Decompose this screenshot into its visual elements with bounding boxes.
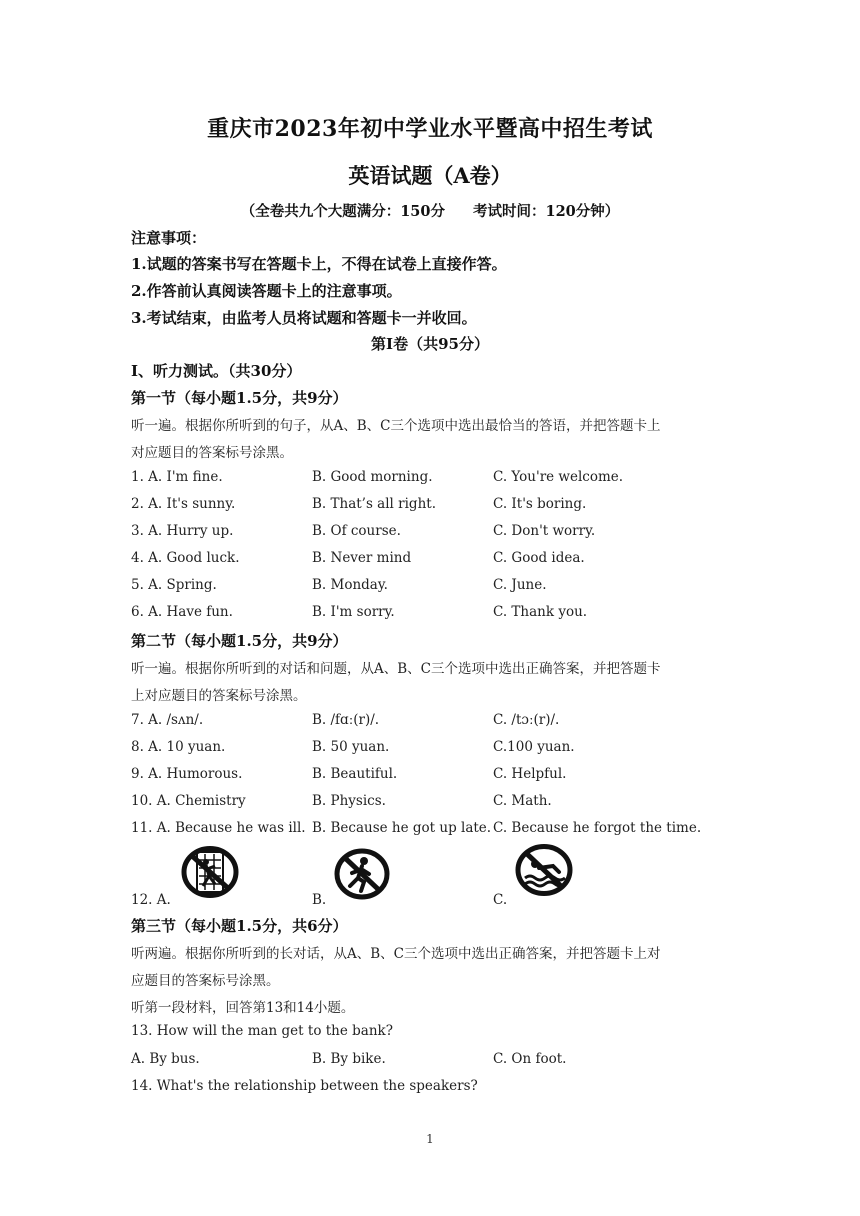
section-instruction: 听一遍。根据你所听到的对话和问题，从A、B、C三个选项中选出正确答案，并把答题卡 [131,661,661,677]
material-instruction: 听第一段材料，回答第13和14小题。 [131,1000,355,1016]
page-number: 1 [426,1132,434,1146]
question-option-b: B. Beautiful. [312,766,398,782]
exam-info [0,200,860,221]
question-option-b: B. That’s all right. [312,496,436,512]
question-option-a: 5. A. Spring. [131,577,217,593]
question-text: 14. What's the relationship between the speakers? [131,1078,478,1094]
question-option-b: B. Monday. [312,577,388,593]
question-option-a: 4. A. Good luck. [131,550,240,566]
section-title: 第三节（每小题1.5分，共6分） [131,917,348,935]
exam-info-time: 考试时间：120分钟） [473,203,620,220]
question-option-a: 2. A. It's sunny. [131,496,236,512]
question-option-c: C. Helpful. [493,766,567,782]
question-option-c: C. Math. [493,793,552,809]
section-instruction: 听两遍。根据你所听到的长对话，从A、B、C三个选项中选出正确答案，并把答题卡上对 [131,946,661,962]
question-option-b: B. Because he got up late. [312,820,492,836]
section-title: 第一节（每小题1.5分，共9分） [131,389,348,407]
question-option-b: B. Never mind [312,550,412,566]
question-option-b: B. /fɑː(r)/. [312,712,380,728]
section-title: 第二节（每小题1.5分，共9分） [131,632,348,650]
question-option-a: 11. A. Because he was ill. [131,820,306,836]
question-option-a: 9. A. Humorous. [131,766,243,782]
question-option-c: C. Because he forgot the time. [493,820,702,836]
question-option-b: B. [312,892,327,908]
section-instruction: 对应题目的答案标号涂黑。 [131,445,293,461]
exam-info-score: （全卷共九个大题满分：150分 [240,203,445,220]
volume-title: 第Ⅰ卷（共95分） [371,335,489,353]
question-text: 13. How will the man get to the bank? [131,1023,393,1039]
no-swimming-sign-icon [515,844,573,896]
notice-heading: 注意事项： [131,229,207,247]
question-option-c: C. /tɔː(r)/. [493,712,560,728]
question-option-a: 3. A. Hurry up. [131,523,234,539]
question-option-a: 12. A. [131,892,171,908]
notice-item: 2.作答前认真阅读答题卡上的注意事项。 [131,282,402,300]
question-option-c: C. It's boring. [493,496,587,512]
question-option-c: C. Don't worry. [493,523,596,539]
exam-title: 重庆市2023年初中学业水平暨高中招生考试 [207,116,653,142]
no-running-sign-icon [334,848,390,900]
question-option-b: B. Of course. [312,523,401,539]
question-option-b: B. I'm sorry. [312,604,395,620]
question-option-a: 1. A. I'm fine. [131,469,223,485]
question-option-c: C. On foot. [493,1051,567,1067]
question-option-c: C. Thank you. [493,604,588,620]
question-option-c: C. June. [493,577,547,593]
question-option-b: B. Physics. [312,793,386,809]
question-option-c: C. Good idea. [493,550,585,566]
notice-item: 3.考试结束，由监考人员将试题和答题卡一并收回。 [131,309,477,327]
question-option-c: C. [493,892,508,908]
question-option-a: 6. A. Have fun. [131,604,233,620]
section-instruction: 听一遍。根据你所听到的句子，从A、B、C三个选项中选出最恰当的答语，并把答题卡上 [131,418,661,434]
part-title: Ⅰ、听力测试。（共30分） [131,362,302,380]
question-option-a: 10. A. Chemistry [131,793,246,809]
question-option-b: B. 50 yuan. [312,739,390,755]
section-instruction: 应题目的答案标号涂黑。 [131,973,280,989]
section-instruction: 上对应题目的答案标号涂黑。 [131,688,307,704]
question-option-c: C. You're welcome. [493,469,624,485]
question-option-a: A. By bus. [131,1051,200,1067]
question-option-c: C.100 yuan. [493,739,575,755]
no-climbing-sign-icon [181,846,239,898]
question-option-a: 8. A. 10 yuan. [131,739,226,755]
notice-item: 1.试题的答案书写在答题卡上，不得在试卷上直接作答。 [131,255,507,273]
question-option-b: B. Good morning. [312,469,433,485]
paper-title: 英语试题（A卷） [348,163,512,188]
question-option-a: 7. A. /sʌn/. [131,712,204,728]
question-option-b: B. By bike. [312,1051,386,1067]
